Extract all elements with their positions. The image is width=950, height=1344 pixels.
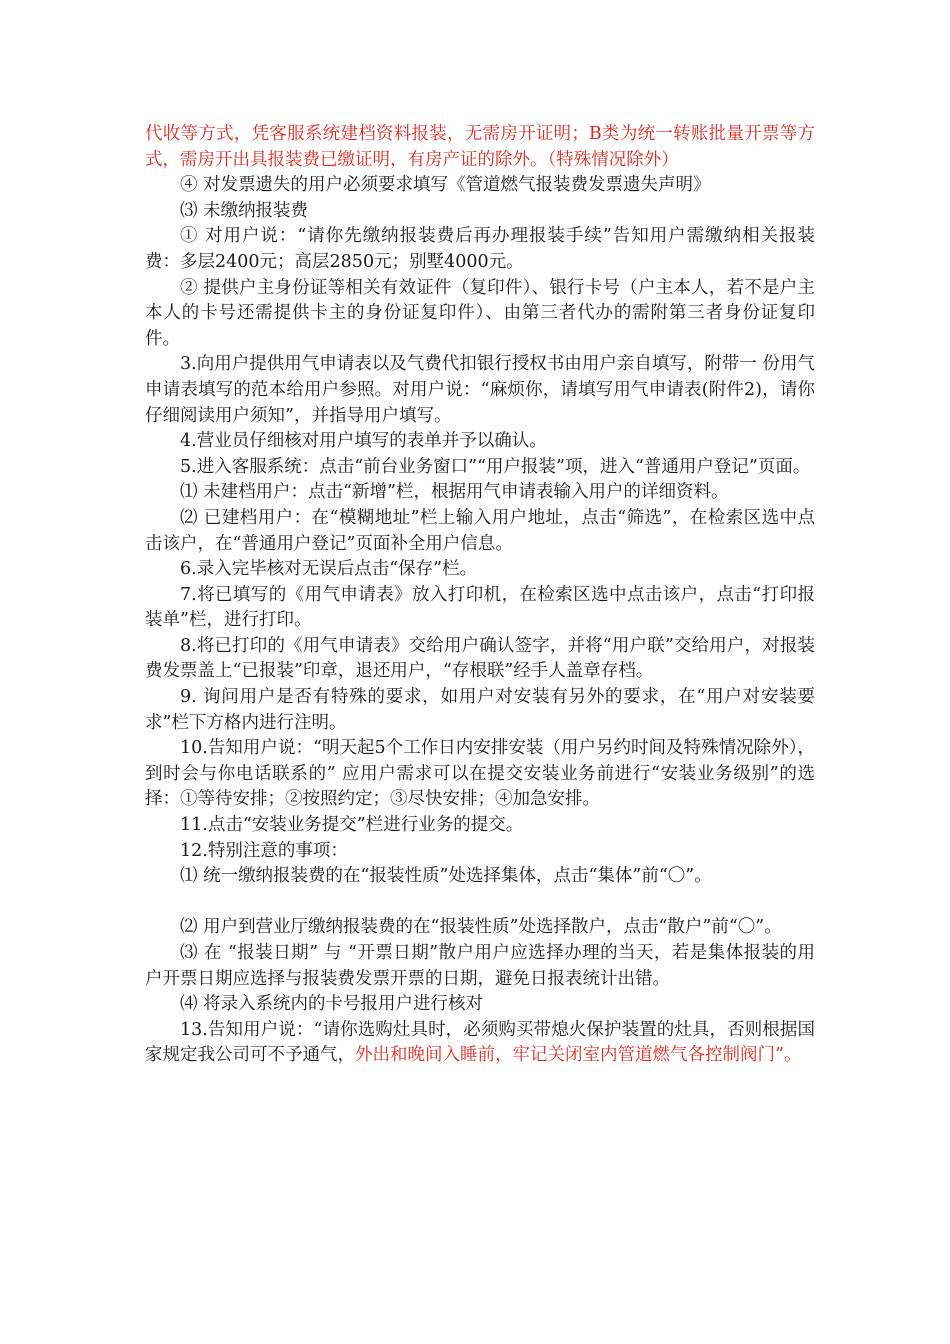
paragraph: ② 提供户主身份证等相关有效证件（复印件）、银行卡号（户主本人，若不是户主本人的卡号还需提供卡主的身份证复印件）、由第三者代办的需附第三者身份证复印件。	[145, 277, 815, 349]
paragraph: 代收等方式，凭客服系统建档资料报装，无需房开证明；B类为统一转账批量开票等方式，需房开出具报装费已缴证明，有房产证的除外。（特殊情况除外）	[145, 124, 815, 170]
paragraph: 3.向用户提供用气申请表以及气费代扣银行授权书由用户亲自填写，附带一 份用气申请表填写的范本给用户参照。对用户说：“麻烦你，请填写用气申请表(附件2)，请你仔细阅读用户须知”，并指导用户填写。	[145, 354, 815, 426]
paragraph: ④ 对发票遗失的用户必须要求填写《管道燃气报装费发票遗失声明》	[180, 175, 711, 196]
paragraph: 4.营业员仔细核对用户填写的表单并予以确认。	[180, 431, 547, 452]
paragraph: ⑵ 用户到营业厅缴纳报装费的在“报装性质”处选择散户，点击“散户”前“〇”。	[180, 917, 782, 938]
paragraph: 9. 询问用户是否有特殊的要求，如用户对安装有另外的要求，在“用户对安装要求”栏下方格内进行注明。	[145, 687, 815, 733]
paragraph: ⑷ 将录入系统内的卡号报用户进行核对	[180, 994, 484, 1015]
paragraph: ⑴ 未建档用户：点击“新增”栏，根据用气申请表输入用户的详细资料。	[180, 482, 729, 503]
paragraph: 10.告知用户说：“明天起5个工作日内安排安装（用户另约时间及特殊情况除外），到时会与你电话联系的” 应用户需求可以在提交安装业务前进行“安装业务级别”的选择：①等待安排；②按照约定；③尽快安排；④加急安排。	[145, 738, 815, 810]
paragraph-highlight: 外出和晚间入睡前，牢记关闭室内管道燃气各控制阀门”。	[355, 1045, 802, 1066]
paragraph: 8.将已打印的《用气申请表》交给用户确认签字，并将“用户联”交给用户，对报装费发票盖上“已报装”印章，退还用户，“存根联”经手人盖章存档。	[145, 635, 815, 682]
paragraph: ⑵ 已建档用户：在“模糊地址”栏上输入用户地址，点击“筛选”，在检索区选中点击该户，在“普通用户登记”页面补全用户信息。	[145, 507, 815, 554]
paragraph: ① 对用户说：“请你先缴纳报装费后再办理报装手续”告知用户需缴纳相关报装费：多层2400元；高层2850元；别墅4000元。	[145, 226, 815, 272]
paragraph: ⑴ 统一缴纳报装费的在“报装性质”处选择集体，点击“集体”前“〇”。	[180, 866, 712, 887]
paragraph: 5.进入客服系统：点击“前台业务窗口”“用户报装”项，进入“普通用户登记”页面。	[180, 456, 811, 477]
paragraph-text: 13.告知用户说：“请你选购灶具时，必须购买带熄火保护装置的灶具，否则根据国家规定我公司可不予通气，	[145, 1019, 815, 1066]
paragraph: 12.特别注意的事项：	[180, 840, 348, 861]
paragraph	[145, 1018, 815, 1069]
paragraph: 6.录入完毕核对无误后点击“保存”栏。	[180, 559, 478, 580]
paragraph: 7.将已填写的《用气申请表》放入打印机，在检索区选中点击该户，点击“打印报装单”栏，进行打印。	[145, 584, 815, 631]
paragraph: ⑶ 未缴纳报装费	[180, 200, 309, 221]
paragraph: 11.点击“安装业务提交”栏进行业务的提交。	[180, 815, 524, 836]
document-body	[145, 122, 815, 1069]
blank-line	[145, 890, 815, 916]
paragraph: ⑶ 在 “报装日期” 与 “开票日期”散户用户应选择办理的当天，若是集体报装的用户开票日期应选择与报装费发票开票的日期，避免日报表统计出错。	[145, 943, 815, 989]
